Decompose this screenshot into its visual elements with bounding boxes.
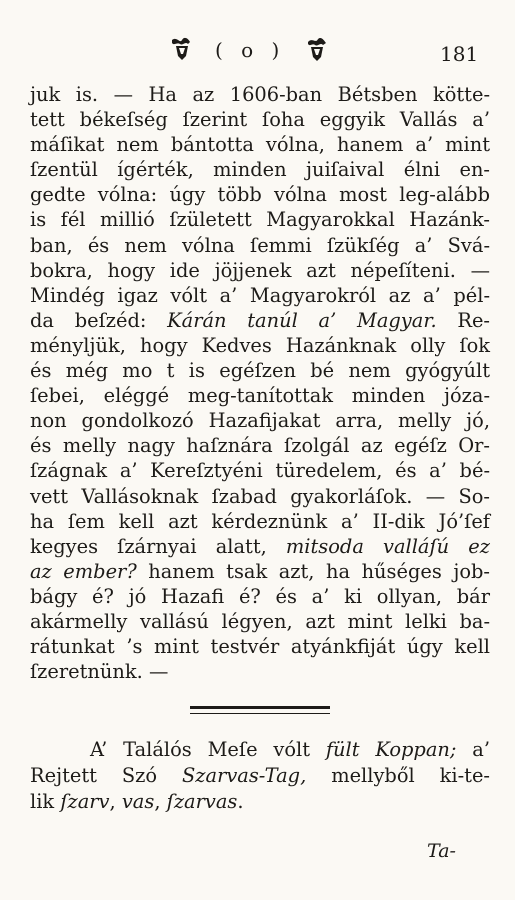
text-line: ſebei, eléggé meg-tanítottak minden józa- <box>30 384 490 408</box>
text-line: és még mo t is egéſzen bé nem gyógyúlt <box>30 359 490 383</box>
text-segment: A’ Találós Meſe vólt <box>90 738 326 761</box>
text-segment: kegyes ſzárnyai alatt, <box>30 534 286 558</box>
italic-word: ſzarv <box>60 790 110 813</box>
text-line: is fél millió ſzületett Magyarokkal Hazánk- <box>30 208 490 232</box>
text-segment: mellyből ki-te- <box>306 764 490 787</box>
text-line: máſikat nem bántotta vólna, hanem a’ mint <box>30 133 490 157</box>
riddle-answer-note <box>30 737 490 815</box>
note-line <box>30 737 490 763</box>
text-segment: hanem tsak azt, ha hűséges job- <box>136 559 490 583</box>
ornament-right-icon <box>302 34 330 64</box>
text-line-mixed <box>30 534 490 559</box>
italic-word: ſzarvas <box>166 790 238 813</box>
text-segment: Rejtett Szó <box>30 764 183 787</box>
text-line: tett békeſség ſzerint ſoha eggyik Vallás a’ <box>30 108 490 132</box>
text-line: juk is. — Ha az 1606-ban Bétsben kötte- <box>30 83 490 106</box>
italic-question: az ember? <box>30 559 137 583</box>
note-line <box>30 789 490 815</box>
text-segment: , <box>109 790 122 813</box>
text-line: non gondolkozó Hazafijakat arra, melly jó, <box>30 409 490 433</box>
text-line: vett Vallásoknak ſzabad gyakorláſok. — So- <box>30 484 490 508</box>
main-text-block <box>30 82 490 684</box>
note-line <box>30 763 490 789</box>
text-segment: . <box>237 790 244 813</box>
header-ornament-text: ( o ) <box>215 38 286 62</box>
italic-proverb: Kárán tanúl a’ Magyar. <box>167 308 437 332</box>
text-segment: a’ <box>456 738 491 761</box>
text-line: ményljük, hogy Kedves Hazánknak olly ſok <box>30 333 490 357</box>
text-line: gedte vólna: úgy több vólna most leg-alább <box>30 183 490 207</box>
italic-answer: Szarvas-Tag, <box>182 764 307 787</box>
text-line: és melly nagy haſznára ſzolgál az egéſz Or- <box>30 434 490 458</box>
page-number: 181 <box>440 42 479 66</box>
text-line: Mindég igaz vólt a’ Magyarokról az a’ pél- <box>30 283 490 307</box>
ornament-left-icon <box>168 34 196 64</box>
text-line: ban, és nem vólna ſemmi ſzükſég a’ Svá- <box>30 233 490 257</box>
section-divider-thick <box>190 706 330 709</box>
text-segment: da beſzéd: <box>30 308 168 332</box>
italic-word: vas <box>121 790 155 813</box>
text-line: ſzágnak a’ Kereſztyéni türedelem, és a’ bé- <box>30 459 490 483</box>
catchword: Ta- <box>427 840 456 862</box>
page-header <box>0 32 515 68</box>
text-line: ſzeretnünk. — <box>30 660 169 684</box>
section-divider-thin <box>190 713 330 714</box>
text-line: bágy é? jó Hazafi é? és a’ ki ollyan, bár <box>30 584 490 608</box>
text-line: rátunkat ’s mint testvér atyánkfiját úgy kell <box>30 635 490 659</box>
italic-answer: fült Koppan; <box>325 738 457 761</box>
text-line: bokra, hogy ide jöjjenek azt népeſíteni. — <box>30 258 490 282</box>
text-segment: lik <box>30 790 61 813</box>
text-line-mixed <box>30 308 490 333</box>
text-line: ſzentül ígérték, minden juiſaival élni en- <box>30 158 490 182</box>
text-line: ha ſem kell azt kérdeznünk a’ II-dik Jó’ſef <box>30 509 490 533</box>
text-segment: , <box>154 790 167 813</box>
text-segment: Re- <box>436 308 490 332</box>
text-line: akármelly vallású légyen, azt mint lelki ba- <box>30 609 490 633</box>
italic-question: mitsoda valláſú ez <box>285 534 490 558</box>
text-line-mixed <box>30 559 490 584</box>
